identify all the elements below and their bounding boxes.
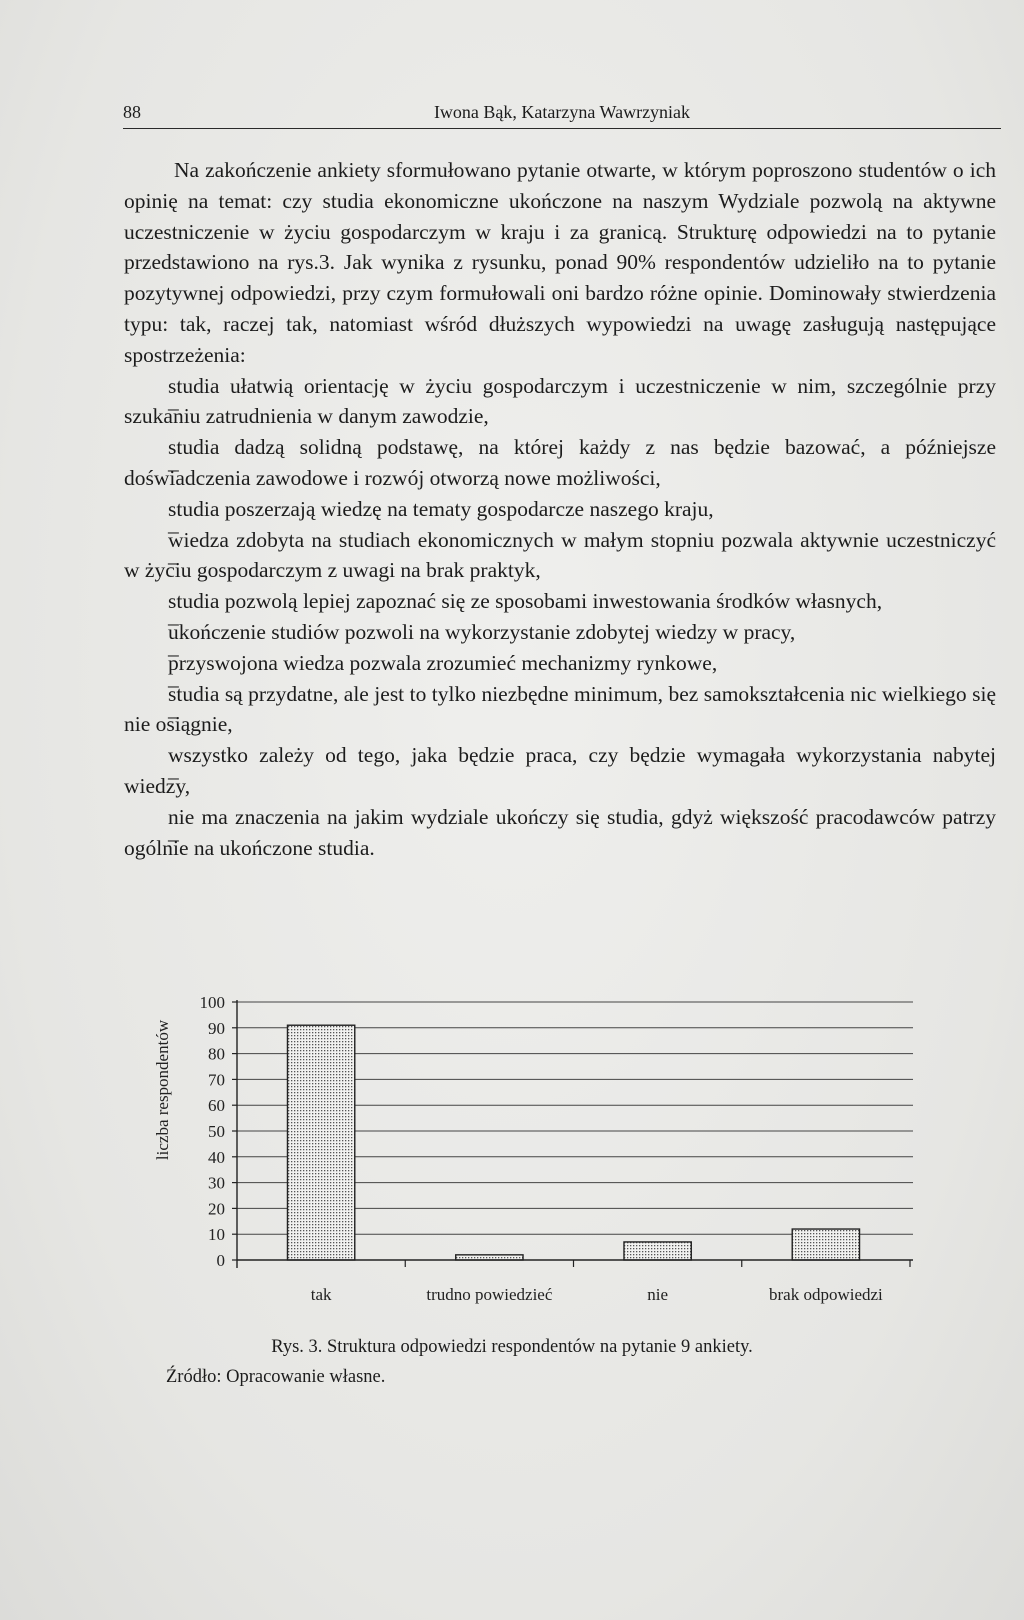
y-tick-label: 60 — [208, 1096, 225, 1116]
opinion-item: studia pozwolą lepiej zapoznać się ze sposobami inwestowania środków własnych, — [168, 589, 883, 614]
bar — [792, 1229, 859, 1260]
y-tick-label: 10 — [208, 1225, 225, 1245]
y-tick-label: 80 — [208, 1044, 225, 1064]
chart-y-tick-labels — [200, 993, 226, 1270]
chart-x-tick-labels — [311, 1285, 883, 1304]
y-tick-label: 90 — [208, 1018, 225, 1038]
opinion-item: studia poszerzają wiedzę na tematy gospodarcze naszego kraju, — [168, 496, 714, 521]
y-tick-label: 70 — [208, 1070, 225, 1090]
figure-caption: Rys. 3. Struktura odpowiedzi respondentów na pytanie 9 ankiety. — [271, 1337, 753, 1357]
y-tick-label: 20 — [208, 1199, 225, 1219]
y-tick-label: 30 — [208, 1173, 225, 1193]
body-text — [124, 155, 996, 863]
opinion-item: wszystko zależy od tego, jaka będzie praca, czy będzie wymagała wykorzystania nabytej wiedzy, — [124, 743, 996, 798]
running-header-authors: Iwona Bąk, Katarzyna Wawrzyniak — [433, 102, 691, 122]
bar-chart — [150, 975, 950, 1320]
x-tick-label: tak — [310, 1285, 332, 1304]
opinion-item: nie ma znaczenia na jakim wydziale ukończy się studia, gdyż większość pracodawców patrzy ogólnie na ukończone studia. — [124, 804, 996, 860]
y-tick-label: 40 — [208, 1147, 225, 1167]
opinion-item: wiedza zdobyta na studiach ekonomicznych w małym stopniu pozwala aktywnie uczestniczyć w życiu gospodarczym z uwagi na brak praktyk, — [124, 527, 996, 583]
bar — [456, 1255, 523, 1260]
opinion-item: studia ułatwią orientację w życiu gospodarczym i uczestniczenie w nim, szczególnie przy szukaniu zatrudnienia w danym zawodzie, — [124, 373, 996, 429]
y-axis-label: liczba respondentów — [153, 1019, 172, 1161]
x-tick-label: brak odpowiedzi — [768, 1285, 883, 1304]
opinion-item: przyswojona wiedza pozwala zrozumieć mechanizmy rynkowe, — [168, 650, 718, 675]
x-tick-label: trudno powiedzieć — [426, 1285, 553, 1304]
running-header — [123, 100, 1001, 129]
opinion-item: studia dadzą solidną podstawę, na której każdy z nas będzie bazować, a późniejsze doświadczenia zawodowe i rozwój otworzą nowe możliwości, — [124, 435, 996, 490]
intro-paragraph: Na zakończenie ankiety sformułowano pytanie otwarte, w którym poproszono studentów o ich opinię na temat: czy studia ekonomiczne ukończone na naszym Wydziale pozwolą na aktywne uczestniczenie w życiu gospodarczym w kraju i za granicą. Strukturę odpowiedzi na to pytanie przedstawiono na rys.3. Jak wynika z rysunku, ponad 90% respondentów udzieliło na to pytanie pozytywnej odpowiedzi, przy czym formułowali oni bardzo różne opinie. Dominowały stwierdzenia typu: tak, raczej tak, natomiast wśród dłuższych wypowiedzi na uwagę zasługują następujące spostrzeżenia: — [124, 158, 996, 367]
y-tick-label: 100 — [199, 993, 225, 1012]
figure-source: Źródło: Opracowanie własne. — [166, 1367, 386, 1387]
opinion-item: ukończenie studiów pozwoli na wykorzystanie zdobytej wiedzy w pracy, — [168, 619, 796, 644]
chart-bars — [287, 1025, 859, 1260]
opinion-item: studia są przydatne, ale jest to tylko niezbędne minimum, bez samokształcenia nic wielkiego się nie osiągnie, — [124, 681, 996, 737]
bar — [624, 1242, 691, 1260]
page-number: 88 — [123, 102, 141, 122]
y-tick-label: 0 — [216, 1251, 225, 1270]
opinion-list — [124, 371, 996, 864]
x-tick-label: nie — [647, 1285, 669, 1304]
y-tick-label: 50 — [208, 1122, 225, 1141]
bar — [287, 1025, 354, 1260]
